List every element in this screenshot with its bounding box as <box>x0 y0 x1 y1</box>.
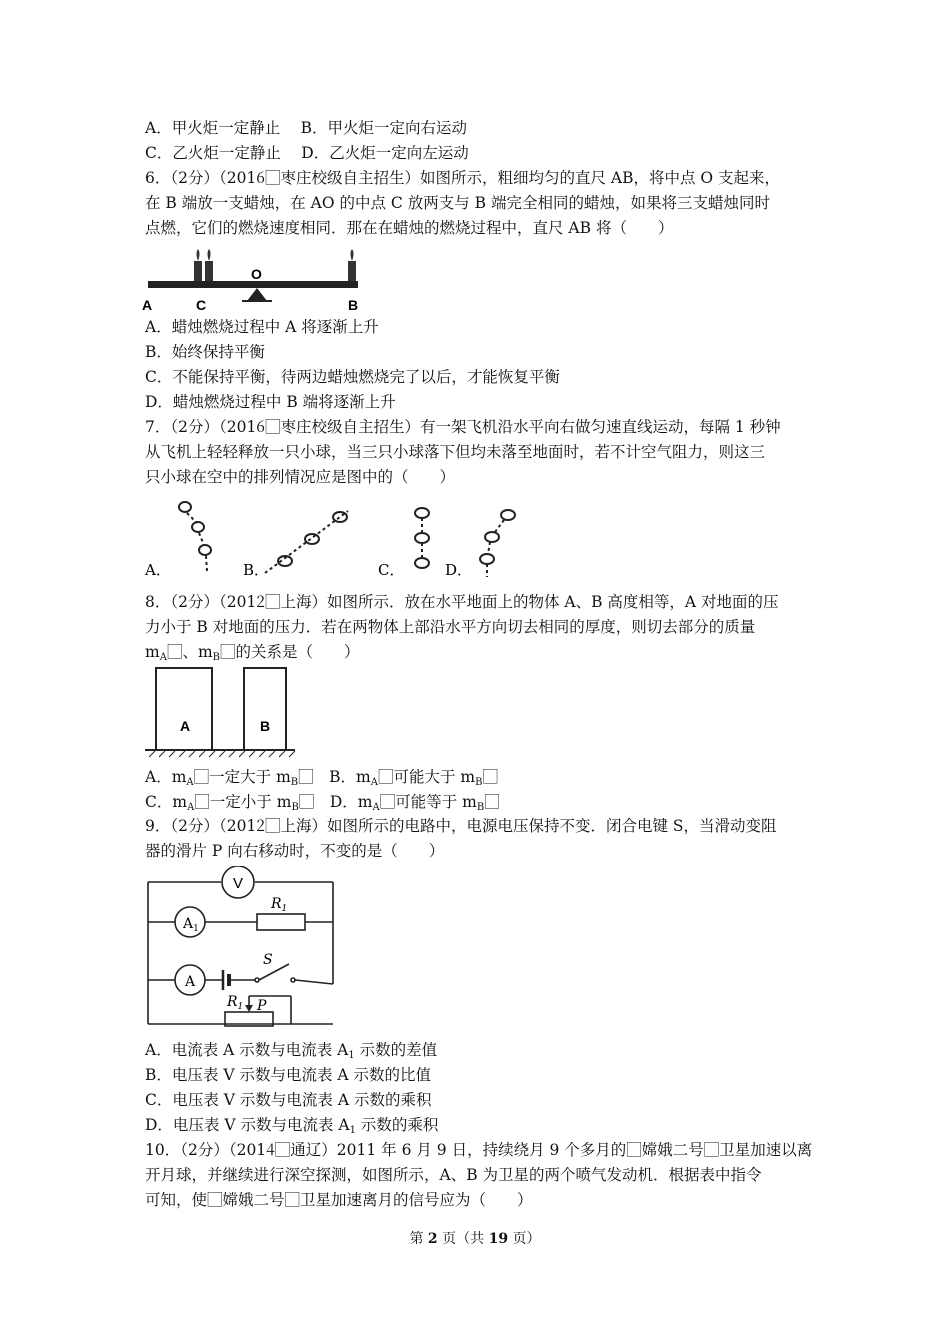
q6-stem-line-1: 6．（2分）（2016⃞枣庄校级自主招生）如图所示，粗细均匀的直尺 AB，将中点 O 支起来， <box>145 169 781 187</box>
switch-label: S <box>263 952 273 968</box>
q8-stem-line-2: 力小于 B 对地面的压力．若在两物体上部沿水平方向切去相同的厚度，则切去部分的质量 <box>145 618 756 636</box>
q7-label-d: D． <box>445 561 473 579</box>
q6-ruler-figure <box>142 243 367 313</box>
q6-option-c: C．不能保持平衡，待两边蜡烛燃烧完了以后，才能恢复平衡 <box>145 368 560 386</box>
q10-stem-line-2: 开月球，并继续进行深空探测，如图所示，A、B 为卫星的两个喷气发动机．根据表中指令 <box>145 1166 762 1184</box>
label-a: A <box>142 297 153 313</box>
q9-option-c: C．电压表 V 示数与电流表 A 示数的乘积 <box>145 1091 432 1109</box>
q6-stem-line-3: 点燃，它们的燃烧速度相同．那在在蜡烛的燃烧过程中，直尺 AB 将（ ） <box>145 219 674 237</box>
q7-label-a: A． <box>145 561 171 579</box>
fulcrum <box>247 288 267 301</box>
q9-option-a: A．电流表 A 示数与电流表 $A_1$ 示数的差值 <box>145 1041 438 1061</box>
block-a <box>156 668 212 750</box>
q6-option-d: D．蜡烛燃烧过程中 B 端将逐渐上升 <box>145 393 396 411</box>
q8-stem-line-1: 8．（2分）（2012⃞上海）如图所示．放在水平地面上的物体 A、B 高度相等，A 对地面的压 <box>145 593 779 611</box>
q7-label-b: B． <box>243 561 270 579</box>
slider-p-label: P <box>257 998 267 1014</box>
page-footer: 第 2 页（共 19 页） <box>409 1231 541 1247</box>
q7-stem-line-3: 只小球在空中的排列情况应是图中的（ ） <box>145 468 456 486</box>
candle-c2 <box>205 261 213 281</box>
q6-option-b: B．始终保持平衡 <box>145 343 265 361</box>
q9-option-b: B．电压表 V 示数与电流表 A 示数的比值 <box>145 1066 431 1084</box>
q9-stem-line-2: 器的滑片 P 向右移动时，不变的是（ ） <box>145 842 445 860</box>
q9-circuit-figure <box>143 866 343 1028</box>
ruler-bar <box>148 281 358 288</box>
q8-label-a: A <box>180 718 191 734</box>
q5-options-line-1: A．甲火炬一定静止 B．甲火炬一定向右运动 <box>145 119 468 137</box>
ammeter-a-label: A <box>185 974 196 990</box>
label-o: O <box>251 266 262 282</box>
q5-options-line-2: C．乙火炬一定静止 D．乙火炬一定向左运动 <box>145 144 469 162</box>
label-c: C <box>196 297 207 313</box>
candle-b <box>348 261 356 281</box>
r1-top-label: $R_1$ <box>271 896 288 914</box>
q6-stem-line-2: 在 B 端放一支蜡烛，在 AO 的中点 C 放两支与 B 端完全相同的蜡烛，如果将三支蜡烛同时 <box>145 194 770 212</box>
q8-stem-line-3: $m_A⃞$、$m_B⃞$的关系是（ ） <box>145 643 360 663</box>
candle-c1 <box>194 261 202 281</box>
q8-label-b: B <box>260 718 271 734</box>
q8-options-line-1: A．$m_A⃞$一定大于 $m_B⃞$ B．$m_A⃞$可能大于 $m_B⃞$ <box>145 768 499 788</box>
label-b: B <box>348 297 359 313</box>
q7-stem-line-2: 从飞机上轻轻释放一只小球，当三只小球落下但均未落至地面时，若不计空气阻力，则这三 <box>145 443 766 461</box>
q8-options-line-2: C．$m_A⃞$一定小于 $m_B⃞$ D．$m_A⃞$可能等于 $m_B⃞$ <box>145 793 500 813</box>
q9-option-d: D．电压表 V 示数与电流表 $A_1$ 示数的乘积 <box>145 1116 439 1136</box>
q10-stem-line-3: 可知，使⃞嫦娥二号⃞卫星加速离月的信号应为（ ） <box>145 1191 533 1209</box>
r1-bottom-label: $R_1$ <box>227 994 244 1012</box>
ammeter-a1-label: $A_1$ <box>183 916 199 934</box>
q7-stem-line-1: 7．（2分）（2016⃞枣庄校级自主招生）有一架飞机沿水平向右做匀速直线运动，每隔 1 秒钟 <box>145 418 781 436</box>
block-b <box>244 668 286 750</box>
voltmeter-label: V <box>233 875 244 892</box>
q10-stem-line-1: 10．（2分）（2014⃞通辽）2011 年 6 月 9 日，持续绕月 9 个多月的⃞嫦娥二号⃞卫星加速以离 <box>145 1141 813 1159</box>
q7-balls-figure <box>140 493 540 583</box>
q6-option-a: A．蜡烛燃烧过程中 A 将逐渐上升 <box>145 318 379 336</box>
q9-stem-line-1: 9．（2分）（2012⃞上海）如图所示的电路中，电源电压保持不变．闭合电键 S，当滑动变阻 <box>145 817 777 835</box>
q8-blocks-figure <box>143 665 298 760</box>
q7-label-c: C． <box>378 561 405 579</box>
